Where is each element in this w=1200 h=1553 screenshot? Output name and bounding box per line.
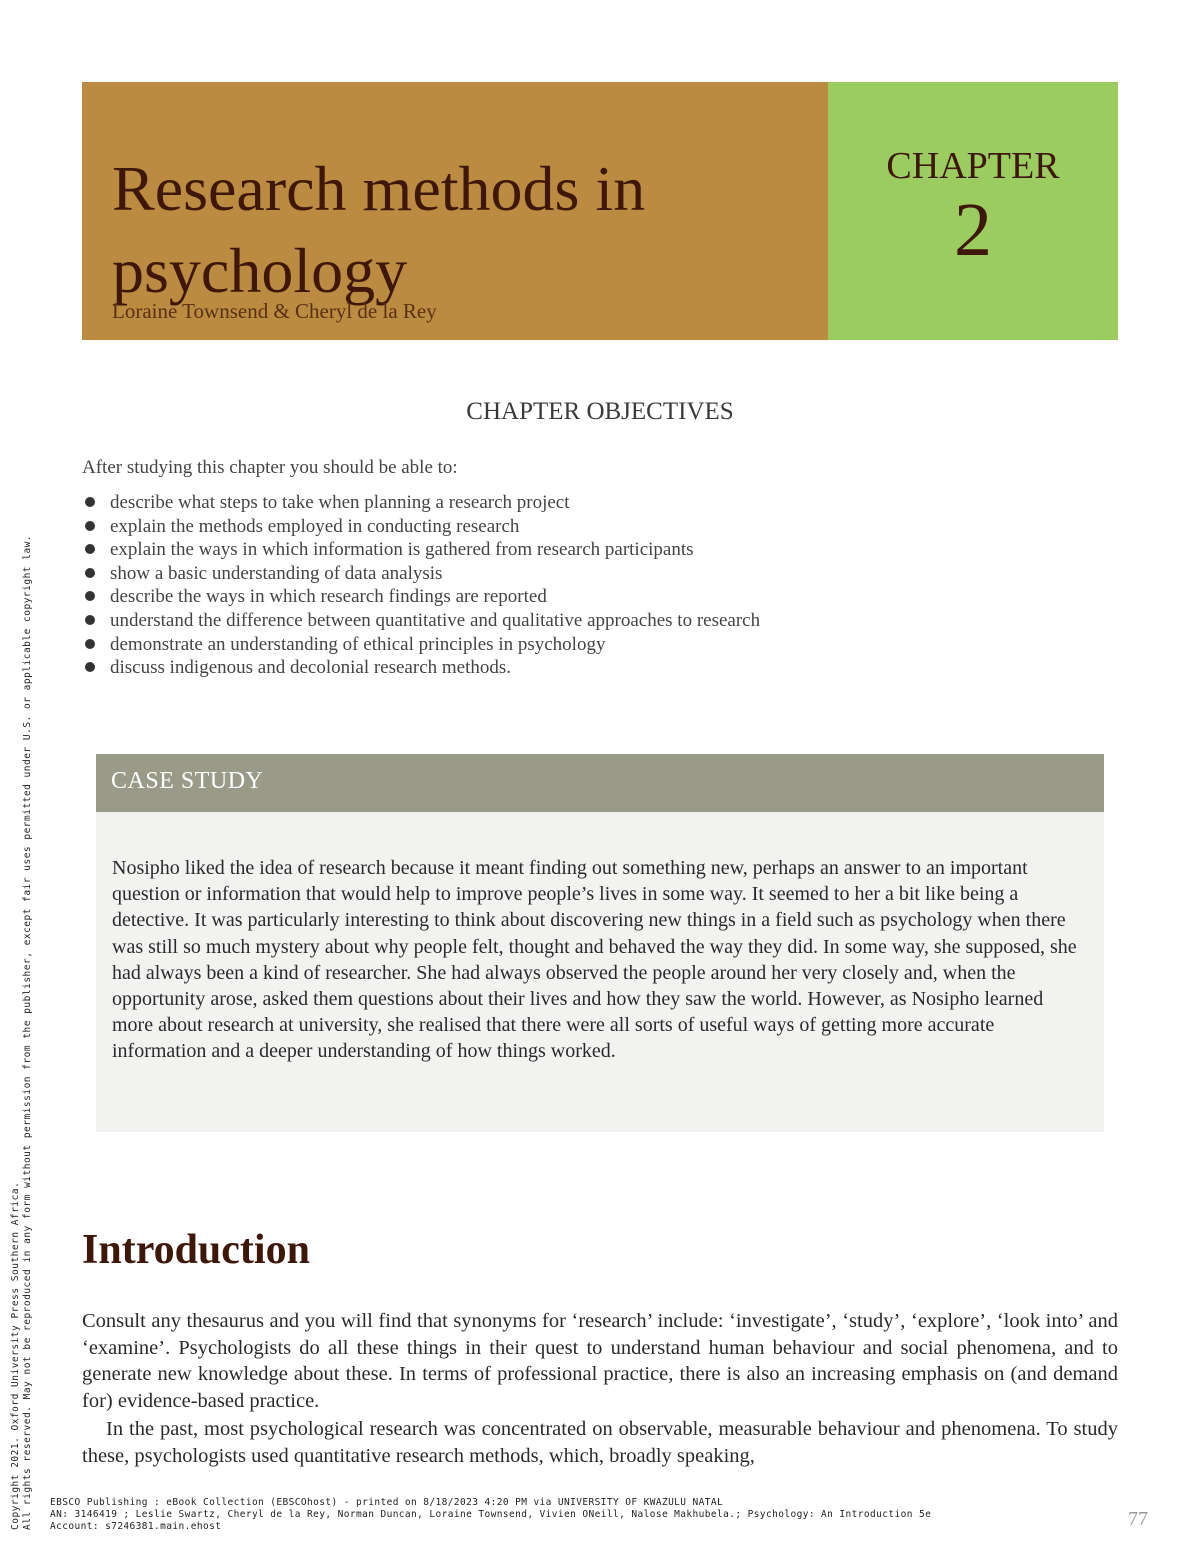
objective-text: show a basic understanding of data analysis [110,562,443,584]
objective-item [82,633,760,657]
bullet-icon [85,544,95,554]
objective-item [82,515,760,539]
introduction-paragraph: Consult any thesaurus and you will find that synonyms for ‘research’ include: ‘investigate’, ‘study’, ‘explore’, ‘look into’ and ‘examine’. Psychologists do all these things in their quest to understand human behaviour and social phenomena, and to generate new knowledge about these. In terms of professional practice, there is also an increasing emphasis on (and demand for) evidence-based practice. [82,1310,1118,1412]
bullet-icon [85,521,95,531]
objective-text: discuss indigenous and decolonial research methods. [110,657,512,679]
chapter-label: CHAPTER [886,145,1060,187]
chapter-header [82,82,1118,340]
bullet-icon [85,615,95,625]
objective-item [82,585,760,609]
bullet-icon [85,568,95,578]
objective-item [82,609,760,633]
introduction-heading: Introduction [82,1227,310,1273]
objective-text: explain the methods employed in conducting research [110,515,520,537]
bullet-icon [85,591,95,601]
chapter-title-line1: Research methods in [112,153,646,224]
case-study-header [96,754,1104,812]
objective-item [82,491,760,515]
chapter-title-line2: psychology [112,235,408,306]
bullet-icon [85,497,95,507]
objective-item [82,562,760,586]
objective-text: describe the ways in which research findings are reported [110,586,547,608]
introduction-paragraph: In the past, most psychological research was concentrated on observable, measurable behaviour and phenomena. To study these, psychologists used quantitative research methods, which, broadly speaking, [82,1418,1118,1467]
objectives-intro: After studying this chapter you should be able to: [82,457,458,478]
objective-text: describe what steps to take when planning a research project [110,492,570,513]
bullet-icon [85,639,95,649]
chapter-title-panel [82,82,828,340]
page-number: 77 [1128,1508,1148,1530]
objective-text: demonstrate an understanding of ethical principles in psychology [110,633,606,655]
chapter-number: 2 [954,188,992,272]
case-study-box [96,812,1104,1132]
copyright-line: Copyright 2021. Oxford University Press Southern Africa. [10,1181,21,1530]
footer-line: EBSCO Publishing : eBook Collection (EBSCOhost) - printed on 8/18/2023 4:20 PM via UNIVERSITY OF KWAZULU NATAL [50,1497,724,1508]
footer-line: AN: 3146419 ; Leslie Swartz, Cheryl de la Rey, Norman Duncan, Loraine Townsend, Vivien ONeill, Nalose Makhubela.; Psychology: An Introduction 5e [50,1509,932,1520]
side-copyright-notice [10,390,34,1530]
objective-text: understand the difference between quantitative and qualitative approaches to research [110,609,761,631]
ebsco-footer [50,1497,931,1533]
footer-line: Account: s7246381.main.ehost [50,1521,222,1532]
case-study-label: CASE STUDY [111,768,264,794]
chapter-title [112,148,812,312]
case-study-text: Nosipho liked the idea of research because it meant finding out something new, perhaps an answer to an important question or information that would help to improve people’s lives in some way. It seemed to her a bit like being a detective. It was particularly interesting to think about discovering new things in a field such as psychology when there was still so much mystery about why people felt, thought and behaved the way they did. In some way, she supposed, she had always been a kind of researcher. She had always observed the people around her very closely and, when the opportunity arose, asked them questions about their lives and how they saw the world. However, as Nosipho learned more about research at university, she realised that there were all sorts of useful ways of getting more accurate information and a deeper understanding of how things worked. [112,857,1077,1063]
objectives-heading: CHAPTER OBJECTIVES [466,398,734,425]
chapter-authors: Loraine Townsend & Cheryl de la Rey [112,299,437,323]
chapter-number-panel [828,82,1118,340]
objective-text: explain the ways in which information is gathered from research participants [110,539,694,561]
objective-item [82,656,760,680]
bullet-icon [85,662,95,672]
objectives-list [82,491,760,680]
objective-item [82,538,760,562]
copyright-line: All rights reserved. May not be reproduced in any form without permission from the publisher, except fair uses permitted under U.S. or applicable copyright law. [22,534,33,1530]
